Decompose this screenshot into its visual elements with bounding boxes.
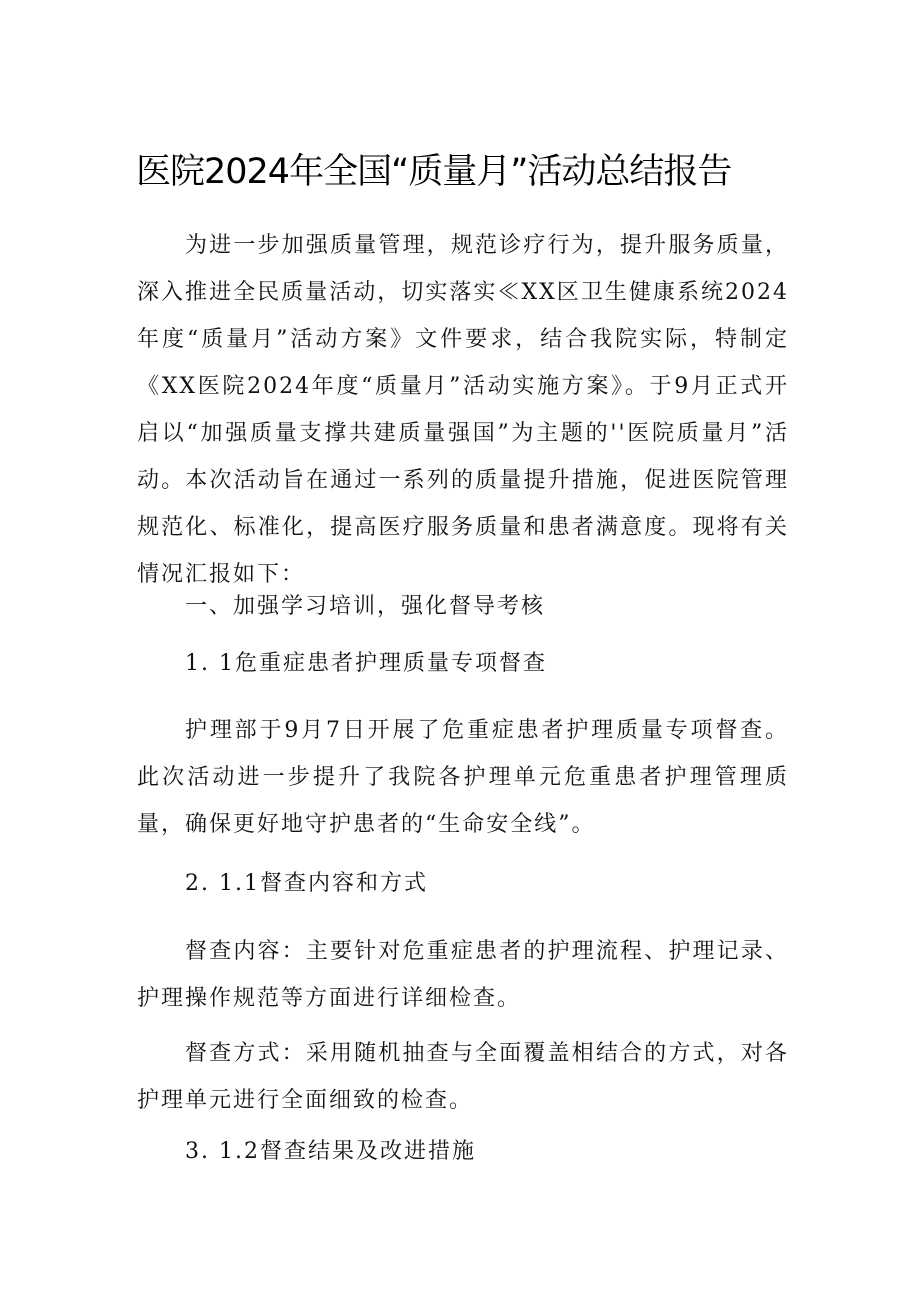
paragraph-3: 督查方式：采用随机抽查与全面覆盖相结合的方式，对各护理单元进行全面细致的检查。 xyxy=(137,1041,789,1113)
subsection-heading-2: 2. 1.1督查内容和方式 xyxy=(185,871,428,896)
subsection-heading-3: 3. 1.2督查结果及改进措施 xyxy=(185,1139,476,1164)
page-title: 医院2024年全国“质量月”活动总结报告 xyxy=(136,152,732,192)
subsection-heading-1: 1. 1危重症患者护理质量专项督查 xyxy=(185,651,547,676)
paragraph-1: 护理部于9月7日开展了危重症患者护理质量专项督查。此次活动进一步提升了我院各护理单元危重患者护理管理质量，确保更好地守护患者的“生命安全线”。 xyxy=(137,718,789,837)
paragraph-2: 督查内容：主要针对危重症患者的护理流程、护理记录、护理操作规范等方面进行详细检查。 xyxy=(137,939,789,1011)
section-heading-1: 一、加强学习培训，强化督导考核 xyxy=(185,594,546,619)
intro-paragraph: 为进一步加强质量管理，规范诊疗行为，提升服务质量，深入推进全民质量活动，切实落实≪XX区卫生健康系统2024年度“质量月”活动方案》文件要求，结合我院实际，特制定《XX医院2024年度“质量月”活动实施方案》。于9月正式开启以“加强质量支撑共建质量强国”为主题的''医院质量月”活动。本次活动旨在通过一系列的质量提升措施，促进医院管理规范化、标准化，提高医疗服务质量和患者满意度。现将有关情况汇报如下： xyxy=(137,233,789,587)
